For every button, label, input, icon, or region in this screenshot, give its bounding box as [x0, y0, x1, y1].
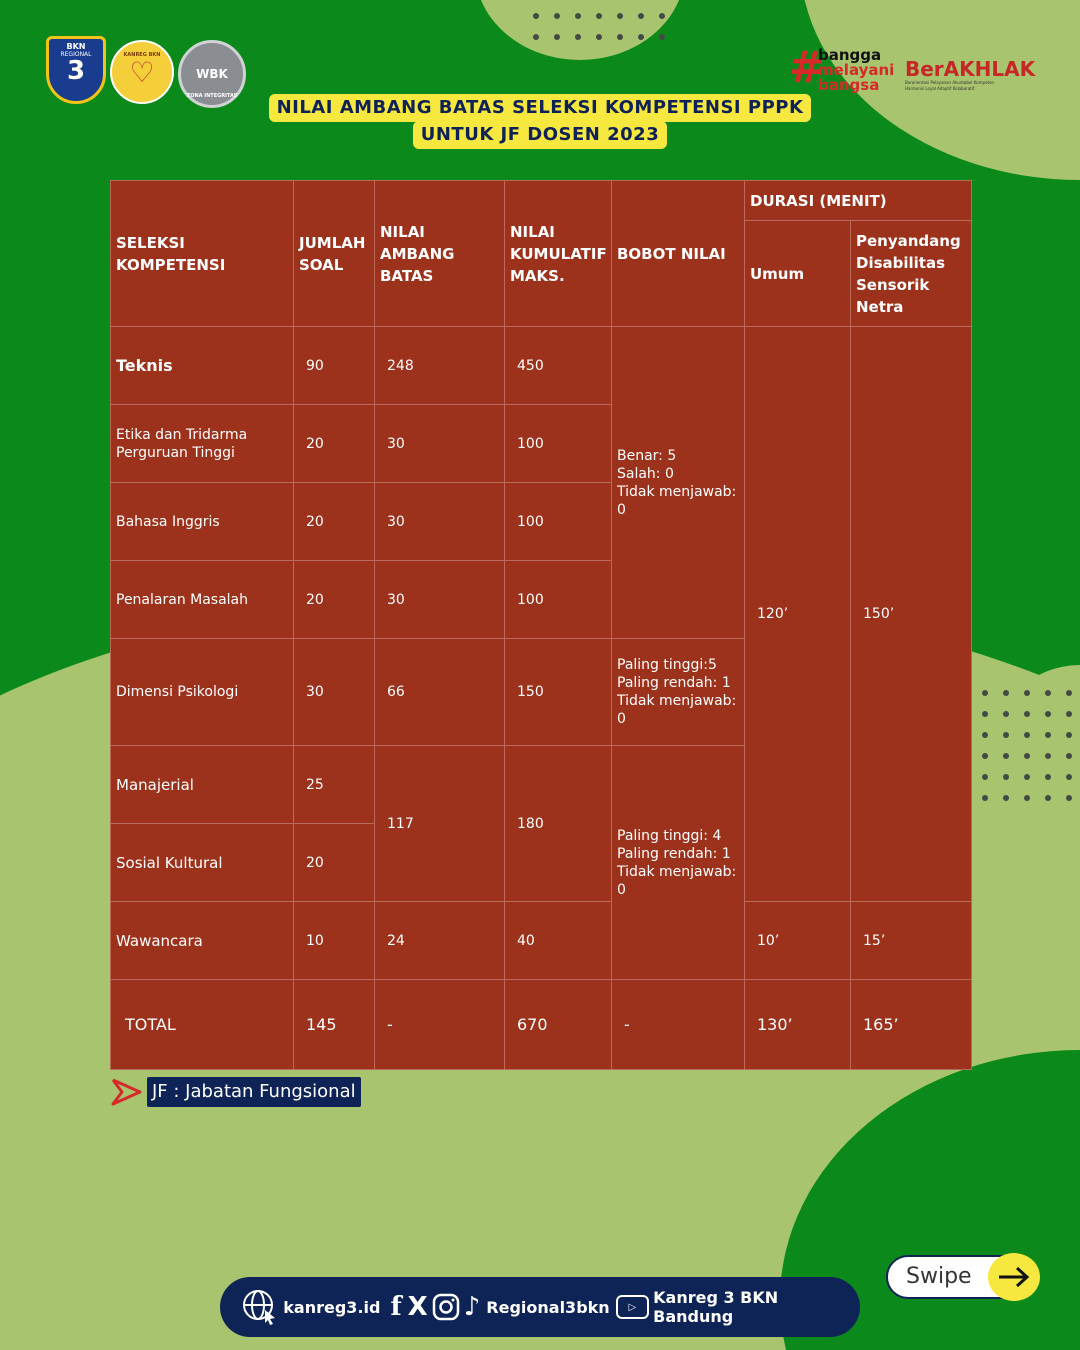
berakhlak-subtext-1: Berorientasi Pelayanan Akuntabel Kompeten: [905, 80, 995, 85]
dot-pattern-right: [982, 690, 1080, 801]
header-seleksi: SELEKSI KOMPETENSI: [110, 180, 294, 327]
durasi-umum-wawancara: 10’: [744, 901, 851, 980]
bangga-text: bangga: [818, 46, 882, 64]
durasi-umum-main: 120’: [744, 326, 851, 902]
footer-social-bar: [220, 1277, 860, 1337]
kumulatif-manajerial-sosial: 180: [504, 745, 612, 902]
berakhlak-text: BerAKHLAK: [905, 57, 1036, 81]
row-ambang-bahasa-inggris: 30: [374, 482, 505, 561]
header-nilai-ambang: NILAI AMBANG BATAS: [374, 180, 505, 327]
wbk-logo-text: WBK: [196, 67, 228, 81]
row-jumlah-bahasa-inggris: 20: [293, 482, 375, 561]
total-durasi-disabilitas: 165’: [850, 979, 972, 1070]
row-name-wawancara: Wawancara: [110, 901, 294, 980]
bobot-teknis-group: Benar: 5 Salah: 0 Tidak menjawab: 0: [611, 326, 745, 639]
row-jumlah-sosial-kultural: 20: [293, 823, 375, 902]
bangga-melayani-logo: [788, 42, 898, 96]
berakhlak-subtext-2: Harmonis Loyal Adaptif Kolaboratif: [905, 86, 975, 91]
row-jumlah-manajerial: 25: [293, 745, 375, 824]
note-arrow-icon: [110, 1077, 144, 1107]
page-title: [0, 94, 1080, 122]
row-kumulatif-etika: 100: [504, 404, 612, 483]
kanreg-logo-text: KANREG BKN: [123, 52, 161, 58]
swipe-button[interactable]: [886, 1255, 1038, 1299]
bangsa-text: bangsa: [818, 76, 880, 94]
berakhlak-logo: [905, 58, 1045, 98]
youtube-channel[interactable]: Kanreg 3 BKN Bandung: [653, 1288, 779, 1326]
zona-integritas-text: ZONA INTEGRITAS: [186, 93, 238, 99]
header-durasi-umum: Umum: [744, 220, 851, 327]
row-kumulatif-teknis: 450: [504, 326, 612, 405]
row-name-manajerial: Manajerial: [110, 745, 294, 824]
row-jumlah-etika: 20: [293, 404, 375, 483]
bobot-dimensi-psikologi: Paling tinggi:5 Paling rendah: 1 Tidak menjawab: 0: [611, 638, 745, 746]
bkn-logo-number: 3: [66, 56, 86, 86]
bkn-logo-text: BKN: [66, 42, 86, 51]
total-jumlah: 145: [293, 979, 375, 1070]
bobot-manajerial-wawancara: Paling tinggi: 4 Paling rendah: 1 Tidak menjawab: 0: [611, 745, 745, 980]
ambang-manajerial-sosial: 117: [374, 745, 505, 902]
heart-icon: ♡: [129, 55, 155, 89]
swipe-label: Swipe: [906, 1264, 972, 1289]
header-nilai-kumulatif: NILAI KUMULATIF MAKS.: [504, 180, 612, 327]
youtube-icon[interactable]: ▷: [616, 1295, 649, 1319]
total-durasi-umum: 130’: [744, 979, 851, 1070]
page-subtitle: [0, 121, 1080, 149]
bkn-logo-subtext: REGIONAL: [60, 51, 92, 58]
title-line-1: NILAI AMBANG BATAS SELEKSI KOMPETENSI PPPK: [269, 94, 812, 122]
row-ambang-teknis: 248: [374, 326, 505, 405]
header-jumlah-soal: JUMLAH SOAL: [293, 180, 375, 327]
row-ambang-wawancara: 24: [374, 901, 505, 980]
website-link[interactable]: kanreg3.id: [283, 1297, 381, 1317]
row-kumulatif-bahasa-inggris: 100: [504, 482, 612, 561]
facebook-icon[interactable]: f: [390, 1292, 402, 1322]
total-label: TOTAL: [110, 979, 294, 1070]
row-jumlah-teknis: 90: [293, 326, 375, 405]
row-ambang-dimensi-psikologi: 66: [374, 638, 505, 746]
row-name-teknis: Teknis: [110, 326, 294, 405]
row-name-penalaran: Penalaran Masalah: [110, 560, 294, 639]
row-kumulatif-dimensi-psikologi: 150: [504, 638, 612, 746]
globe-icon[interactable]: [240, 1287, 279, 1327]
row-ambang-penalaran: 30: [374, 560, 505, 639]
row-kumulatif-penalaran: 100: [504, 560, 612, 639]
durasi-disabilitas-wawancara: 15’: [850, 901, 972, 980]
row-ambang-etika: 30: [374, 404, 505, 483]
header-bobot-nilai: BOBOT NILAI: [611, 180, 745, 327]
swipe-arrow-icon: [988, 1253, 1040, 1301]
row-name-dimensi-psikologi: Dimensi Psikologi: [110, 638, 294, 746]
row-jumlah-wawancara: 10: [293, 901, 375, 980]
total-bobot: -: [611, 979, 745, 1070]
header-durasi: DURASI (MENIT): [744, 180, 972, 221]
dot-pattern-top: [533, 13, 680, 40]
note-label: JF : Jabatan Fungsional: [147, 1077, 361, 1107]
row-kumulatif-wawancara: 40: [504, 901, 612, 980]
durasi-disabilitas-main: 150’: [850, 326, 972, 902]
header-durasi-disabilitas: Penyandang Disabilitas Sensorik Netra: [850, 220, 972, 327]
row-jumlah-penalaran: 20: [293, 560, 375, 639]
hash-icon: #: [788, 42, 825, 93]
title-line-2: UNTUK JF DOSEN 2023: [413, 121, 667, 149]
total-ambang: -: [374, 979, 505, 1070]
row-name-etika: Etika dan Tridarma Perguruan Tinggi: [110, 404, 294, 483]
tiktok-icon[interactable]: ♪: [463, 1292, 481, 1322]
row-name-sosial-kultural: Sosial Kultural: [110, 823, 294, 902]
instagram-icon[interactable]: [432, 1293, 460, 1321]
row-jumlah-dimensi-psikologi: 30: [293, 638, 375, 746]
total-kumulatif: 670: [504, 979, 612, 1070]
x-twitter-icon[interactable]: X: [407, 1292, 428, 1322]
row-name-bahasa-inggris: Bahasa Inggris: [110, 482, 294, 561]
social-handle[interactable]: Regional3bkn: [486, 1297, 610, 1317]
melayani-text: melayani: [818, 61, 895, 79]
